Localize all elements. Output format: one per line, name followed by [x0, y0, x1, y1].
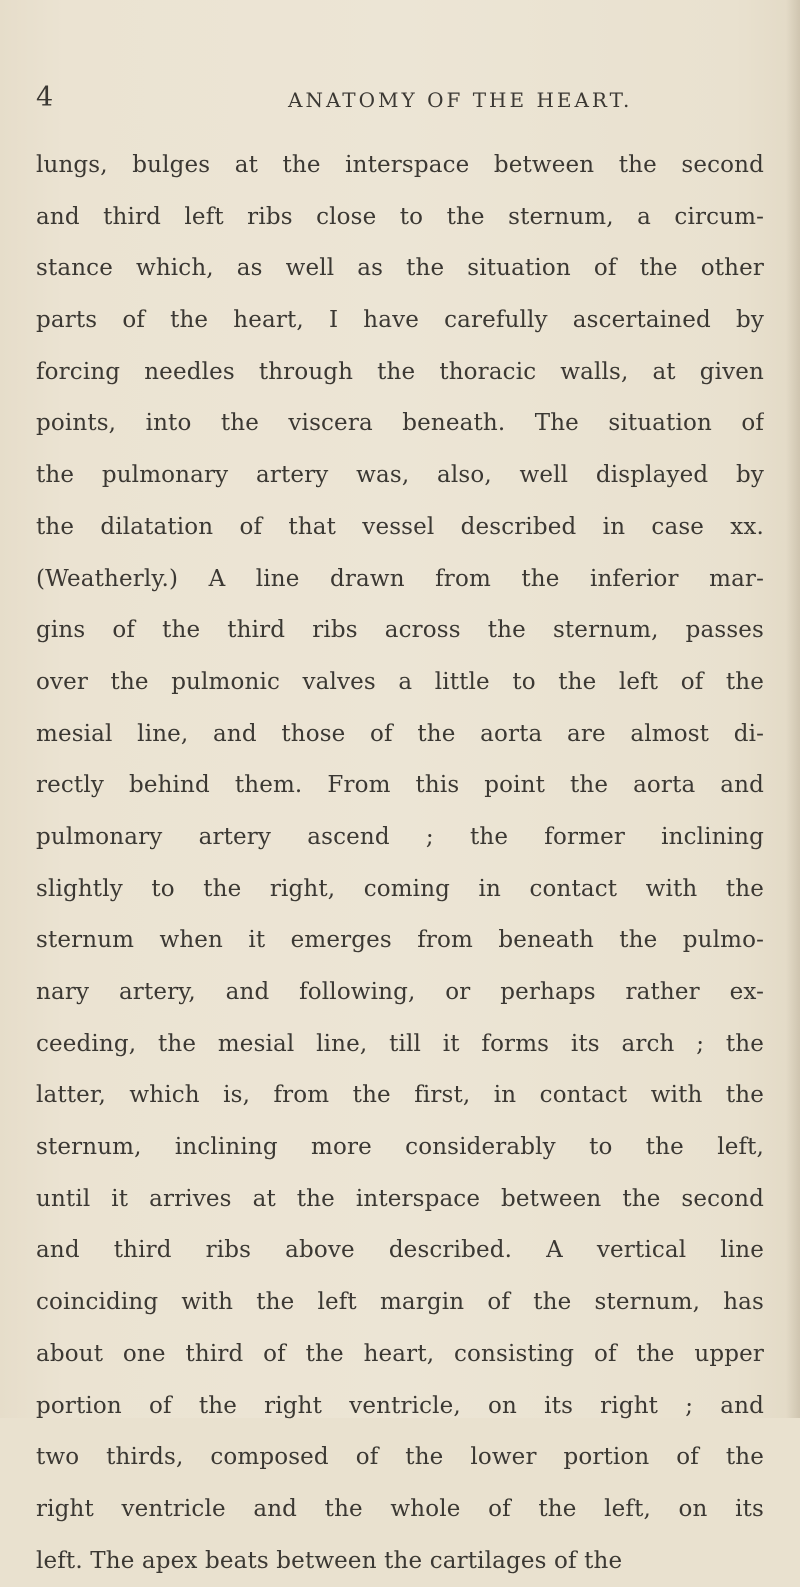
text-line: (Weatherly.) A line drawn from the inferior mar-	[36, 565, 764, 592]
text-line: stance which, as well as the situation of the other	[36, 255, 764, 282]
text-line: slightly to the right, coming in contact with the	[36, 875, 764, 902]
page-edge-shadow	[786, 0, 800, 1418]
text-line: over the pulmonic valves a little to the left of the	[36, 668, 764, 695]
text-line: gins of the third ribs across the sternum, passes	[36, 617, 764, 644]
text-line: mesial line, and those of the aorta are almost di-	[36, 720, 764, 747]
text-line: lungs, bulges at the interspace between the second	[36, 152, 764, 178]
text-line: latter, which is, from the first, in contact with the	[36, 1082, 764, 1109]
text-line: and third left ribs close to the sternum, a circum-	[36, 203, 764, 230]
page-header	[36, 80, 764, 116]
text-line: points, into the viscera beneath. The situation of	[36, 410, 764, 437]
text-line: ceeding, the mesial line, till it forms its arch ; the	[36, 1030, 764, 1057]
text-line: sternum when it emerges from beneath the pulmo-	[36, 927, 764, 954]
text-line: and third ribs above described. A vertical line	[36, 1237, 764, 1264]
text-line: two thirds, composed of the lower portion of the	[36, 1444, 764, 1471]
text-line: nary artery, and following, or perhaps rather ex-	[36, 979, 764, 1005]
text-line: right ventricle and the whole of the left, on its	[36, 1495, 764, 1522]
body-text	[36, 140, 764, 1587]
text-line: pulmonary artery ascend ; the former inclining	[36, 823, 764, 850]
text-line: until it arrives at the interspace between the second	[36, 1185, 764, 1212]
text-line: parts of the heart, I have carefully ascertained by	[36, 307, 764, 334]
text-line: portion of the right ventricle, on its right ; and	[36, 1392, 764, 1419]
text-line: the dilatation of that vessel described in case xx.	[36, 513, 764, 540]
page-number: 4	[36, 82, 54, 113]
text-line: about one third of the heart, consisting of the upper	[36, 1340, 764, 1367]
running-title: ANATOMY OF THE HEART.	[288, 88, 633, 112]
text-line: the pulmonary artery was, also, well displayed by	[36, 462, 764, 489]
text-line: left. The apex beats between the cartilages of the	[36, 1547, 623, 1574]
text-line: sternum, inclining more considerably to the left,	[36, 1134, 764, 1161]
text-line: forcing needles through the thoracic walls, at given	[36, 358, 764, 385]
text-line: rectly behind them. From this point the aorta and	[36, 772, 764, 799]
text-line: coinciding with the left margin of the sternum, has	[36, 1289, 764, 1316]
